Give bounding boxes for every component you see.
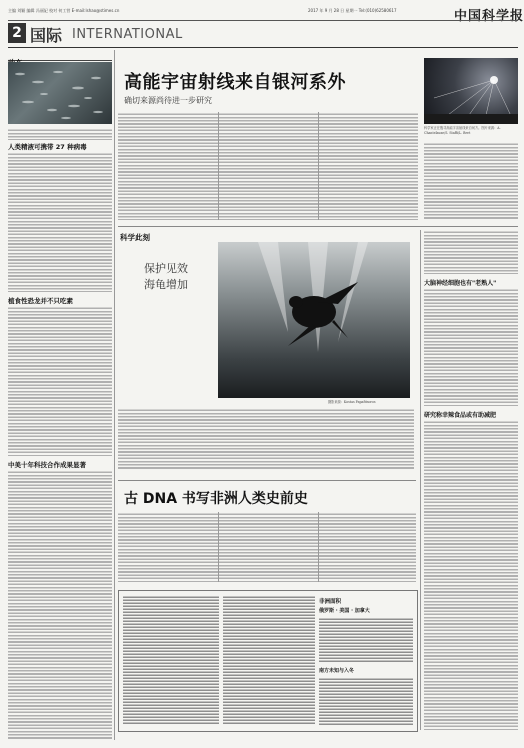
date-line: 2017 年 9 月 28 日 星期一 Tel:(010)62580617 — [308, 8, 397, 13]
right-column — [424, 230, 518, 730]
section-title-en: INTERNATIONAL — [72, 27, 183, 42]
bottom-title-3: 南方未知与入冬 — [319, 668, 355, 674]
lead-subtitle: 确切来源尚待进一步研究 — [124, 96, 212, 105]
section-header — [8, 23, 228, 45]
right-item-title-2: 研究称幸辣食品或有助减肥 — [424, 412, 497, 419]
second-story-title: 古 DNA 书写非洲人类史前史 — [124, 491, 308, 507]
turtle-photo-credit: 摄影来源：Kostas Papafitsoros — [328, 400, 376, 404]
lead-title: 高能宇宙射线来自银河系外 — [124, 72, 346, 93]
left-column — [8, 50, 112, 740]
dongtai-header — [8, 50, 112, 61]
item-title-2: 植食性恐龙并不只吃素 — [8, 297, 73, 305]
section-title-cn: 国际 — [30, 26, 63, 45]
bottom-title-2: 俄罗斯 · 美国 · 加拿大 — [319, 608, 370, 614]
editors-line: 主编 刘颖 编辑 冯丽妃 校对 何工营 E-mail:lshao@stimes.cn — [8, 8, 120, 13]
column-header: 科学此刻 — [120, 233, 150, 242]
item-title-3: 中美十年科技合作成果显著 — [8, 461, 86, 469]
bottom-box — [118, 590, 418, 732]
section-number: 2 — [8, 23, 26, 43]
lead-photo-caption: 科学家正在搜寻高能宇宙射线来自何方。图片来源：A. Chantelauze/S. Staffi/L. Bret — [424, 126, 501, 135]
column-title-1: 保护见效 — [144, 262, 188, 275]
column-title-2: 海龟增加 — [144, 278, 188, 291]
right-item-title-1: 大脑神经细胞也有"老熟人" — [424, 280, 497, 287]
bottom-box-title — [319, 597, 413, 614]
column-box — [118, 230, 416, 476]
lead-photo — [424, 58, 518, 124]
item-title-1: 人类精液可携带 27 种病毒 — [8, 143, 87, 151]
top-bar — [8, 6, 524, 24]
bottom-title-1: 非洲面积 — [319, 599, 342, 605]
newspaper-logo: 中国科学报 — [454, 9, 524, 24]
fish-photo — [8, 62, 112, 124]
turtle-photo — [218, 242, 410, 398]
